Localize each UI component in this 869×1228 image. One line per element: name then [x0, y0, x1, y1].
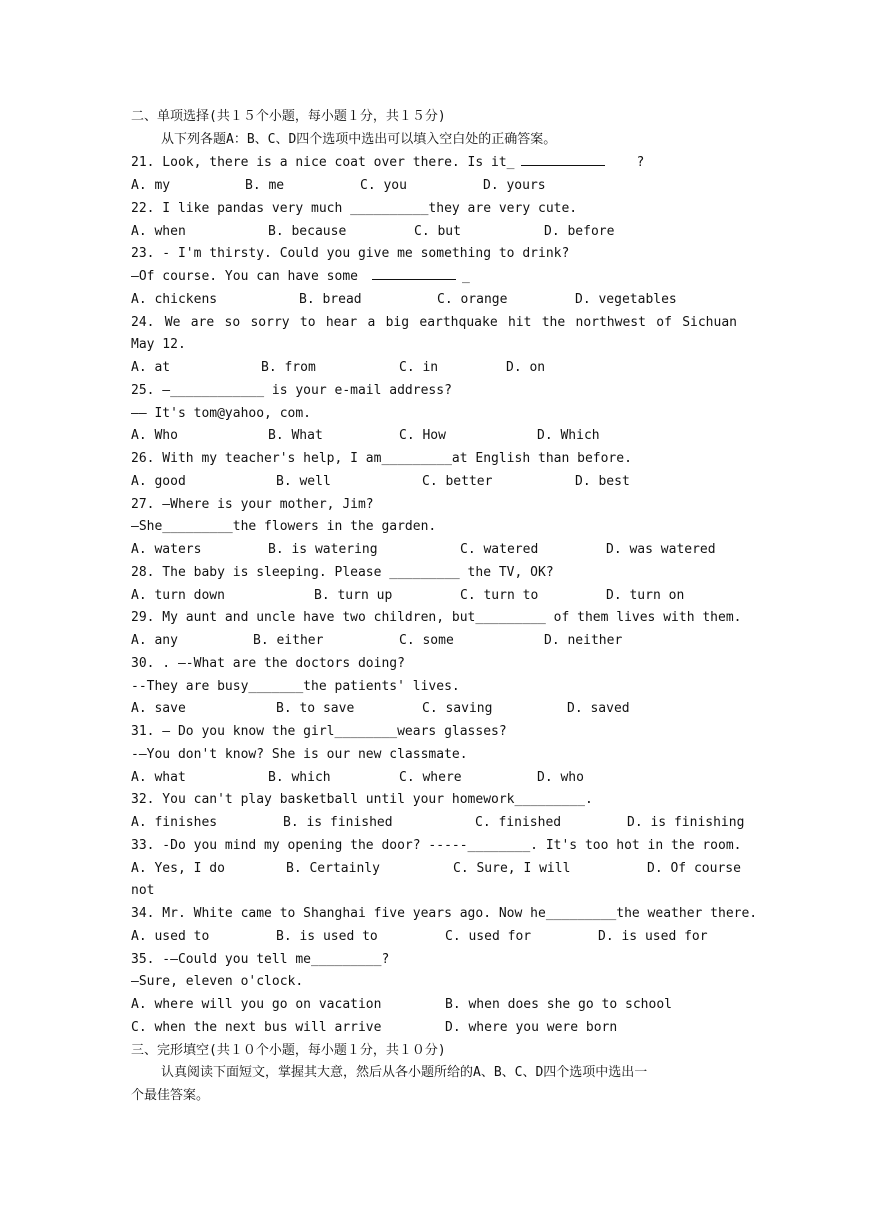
- option-a: A. Yes, I do: [131, 861, 225, 876]
- section-3-instructions-cont: 个最佳答案。: [131, 1088, 210, 1103]
- option-d: D. Of course: [647, 861, 741, 876]
- question-28-stem: 28. The baby is sleeping. Please _________ the TV, OK?: [131, 565, 554, 580]
- option-d: D. was watered: [606, 542, 716, 557]
- option-a: A. save: [131, 701, 186, 716]
- option-b: B. is watering: [268, 542, 378, 557]
- option-b: B. when does she go to school: [445, 997, 672, 1012]
- option-c: C. where: [399, 770, 462, 785]
- option-b: B. because: [268, 224, 347, 239]
- option-d: D. neither: [544, 633, 623, 648]
- option-d: D. is used for: [598, 929, 708, 944]
- option-d: D. vegetables: [575, 292, 677, 307]
- section-3-instructions: 认真阅读下面短文，掌握其大意，然后从各小题所给的A、B、C、D四个选项中选出一: [161, 1065, 648, 1080]
- option-c: C. you: [360, 178, 407, 193]
- option-d: D. saved: [567, 701, 630, 716]
- option-c: C. Sure, I will: [453, 861, 571, 876]
- question-29-stem: 29. My aunt and uncle have two children, but_________ of them lives with them.: [131, 610, 742, 625]
- question-35-reply: —Sure, eleven o'clock.: [131, 974, 304, 989]
- option-c: C. saving: [422, 701, 493, 716]
- option-c: C. How: [399, 428, 446, 443]
- answer-blank: [372, 267, 456, 280]
- question-21-stem: 21. Look, there is a nice coat over there. Is it_ ?: [131, 155, 645, 170]
- option-a: A. waters: [131, 542, 202, 557]
- option-b: B. Certainly: [286, 861, 380, 876]
- option-a: A. used to: [131, 929, 210, 944]
- question-25-reply: —— It's tom@yahoo, com.: [131, 406, 312, 421]
- question-23-reply: —Of course. You can have some _: [131, 269, 470, 284]
- option-a: A. turn down: [131, 588, 225, 603]
- option-a: A. where will you go on vacation: [131, 997, 382, 1012]
- option-c: C. in: [399, 360, 439, 375]
- option-c: C. used for: [445, 929, 532, 944]
- option-a: A. any: [131, 633, 178, 648]
- option-a: A. finishes: [131, 815, 218, 830]
- option-a: A. when: [131, 224, 186, 239]
- question-35-stem: 35. -—Could you tell me_________?: [131, 952, 390, 967]
- question-24-stem: 24. We are so sorry to hear a big earthquake hit the northwest of Sichuan: [131, 315, 737, 330]
- option-b: B. is finished: [283, 815, 393, 830]
- option-b: B. well: [276, 474, 331, 489]
- question-22-stem: 22. I like pandas very much __________they are very cute.: [131, 201, 578, 216]
- option-d: D. who: [537, 770, 584, 785]
- option-d: D. is finishing: [627, 815, 745, 830]
- question-27-stem: 27. —Where is your mother, Jim?: [131, 497, 374, 512]
- question-30-stem: 30. . —-What are the doctors doing?: [131, 656, 405, 671]
- option-d: D. Which: [537, 428, 600, 443]
- option-c: C. but: [414, 224, 461, 239]
- option-c: C. watered: [460, 542, 539, 557]
- option-d: D. yours: [483, 178, 546, 193]
- option-c: C. turn to: [460, 588, 539, 603]
- option-a: A. Who: [131, 428, 178, 443]
- option-b: B. to save: [276, 701, 355, 716]
- option-b: B. me: [245, 178, 285, 193]
- question-31-stem: 31. — Do you know the girl________wears glasses?: [131, 724, 507, 739]
- answer-blank: [521, 153, 605, 166]
- option-b: B. which: [268, 770, 331, 785]
- question-30-reply: --They are busy_______the patients' lives.: [131, 679, 460, 694]
- option-c: C. orange: [437, 292, 508, 307]
- question-23-stem: 23. - I'm thirsty. Could you give me something to drink?: [131, 246, 570, 261]
- option-c: C. when the next bus will arrive: [131, 1020, 382, 1035]
- question-33-stem: 33. -Do you mind my opening the door? -----________. It's too hot in the room.: [131, 838, 742, 853]
- option-b: B. turn up: [314, 588, 393, 603]
- option-d: D. before: [544, 224, 615, 239]
- option-d: D. turn on: [606, 588, 685, 603]
- option-b: B. bread: [299, 292, 362, 307]
- option-c: C. finished: [475, 815, 562, 830]
- option-a: A. chickens: [131, 292, 218, 307]
- section-3-title: 三、完形填空(共１０个小题，每小题１分，共１０分): [131, 1043, 446, 1058]
- question-26-stem: 26. With my teacher's help, I am_________at English than before.: [131, 451, 632, 466]
- option-b: B. from: [261, 360, 316, 375]
- option-c: C. some: [399, 633, 454, 648]
- option-d: D. best: [575, 474, 630, 489]
- option-a: A. good: [131, 474, 186, 489]
- option-d-wrap: not: [131, 883, 155, 898]
- option-a: A. my: [131, 178, 171, 193]
- question-24-stem-cont: May 12.: [131, 337, 186, 352]
- section-2-instructions: 从下列各题A：B、C、D四个选项中选出可以填入空白处的正确答案。: [161, 132, 557, 147]
- option-c: C. better: [422, 474, 493, 489]
- question-31-reply: -—You don't know? She is our new classmate.: [131, 747, 468, 762]
- option-d: D. where you were born: [445, 1020, 618, 1035]
- question-32-stem: 32. You can't play basketball until your homework_________.: [131, 792, 593, 807]
- question-27-reply: —She_________the flowers in the garden.: [131, 519, 437, 534]
- option-b: B. either: [253, 633, 324, 648]
- question-34-stem: 34. Mr. White came to Shanghai five years ago. Now he_________the weather there.: [131, 906, 758, 921]
- option-a: A. what: [131, 770, 186, 785]
- option-b: B. What: [268, 428, 323, 443]
- option-d: D. on: [506, 360, 546, 375]
- option-a: A. at: [131, 360, 171, 375]
- question-25-stem: 25. —____________ is your e-mail address?: [131, 383, 452, 398]
- section-2-title: 二、单项选择(共１５个小题，每小题１分，共１５分): [131, 109, 446, 124]
- option-b: B. is used to: [276, 929, 378, 944]
